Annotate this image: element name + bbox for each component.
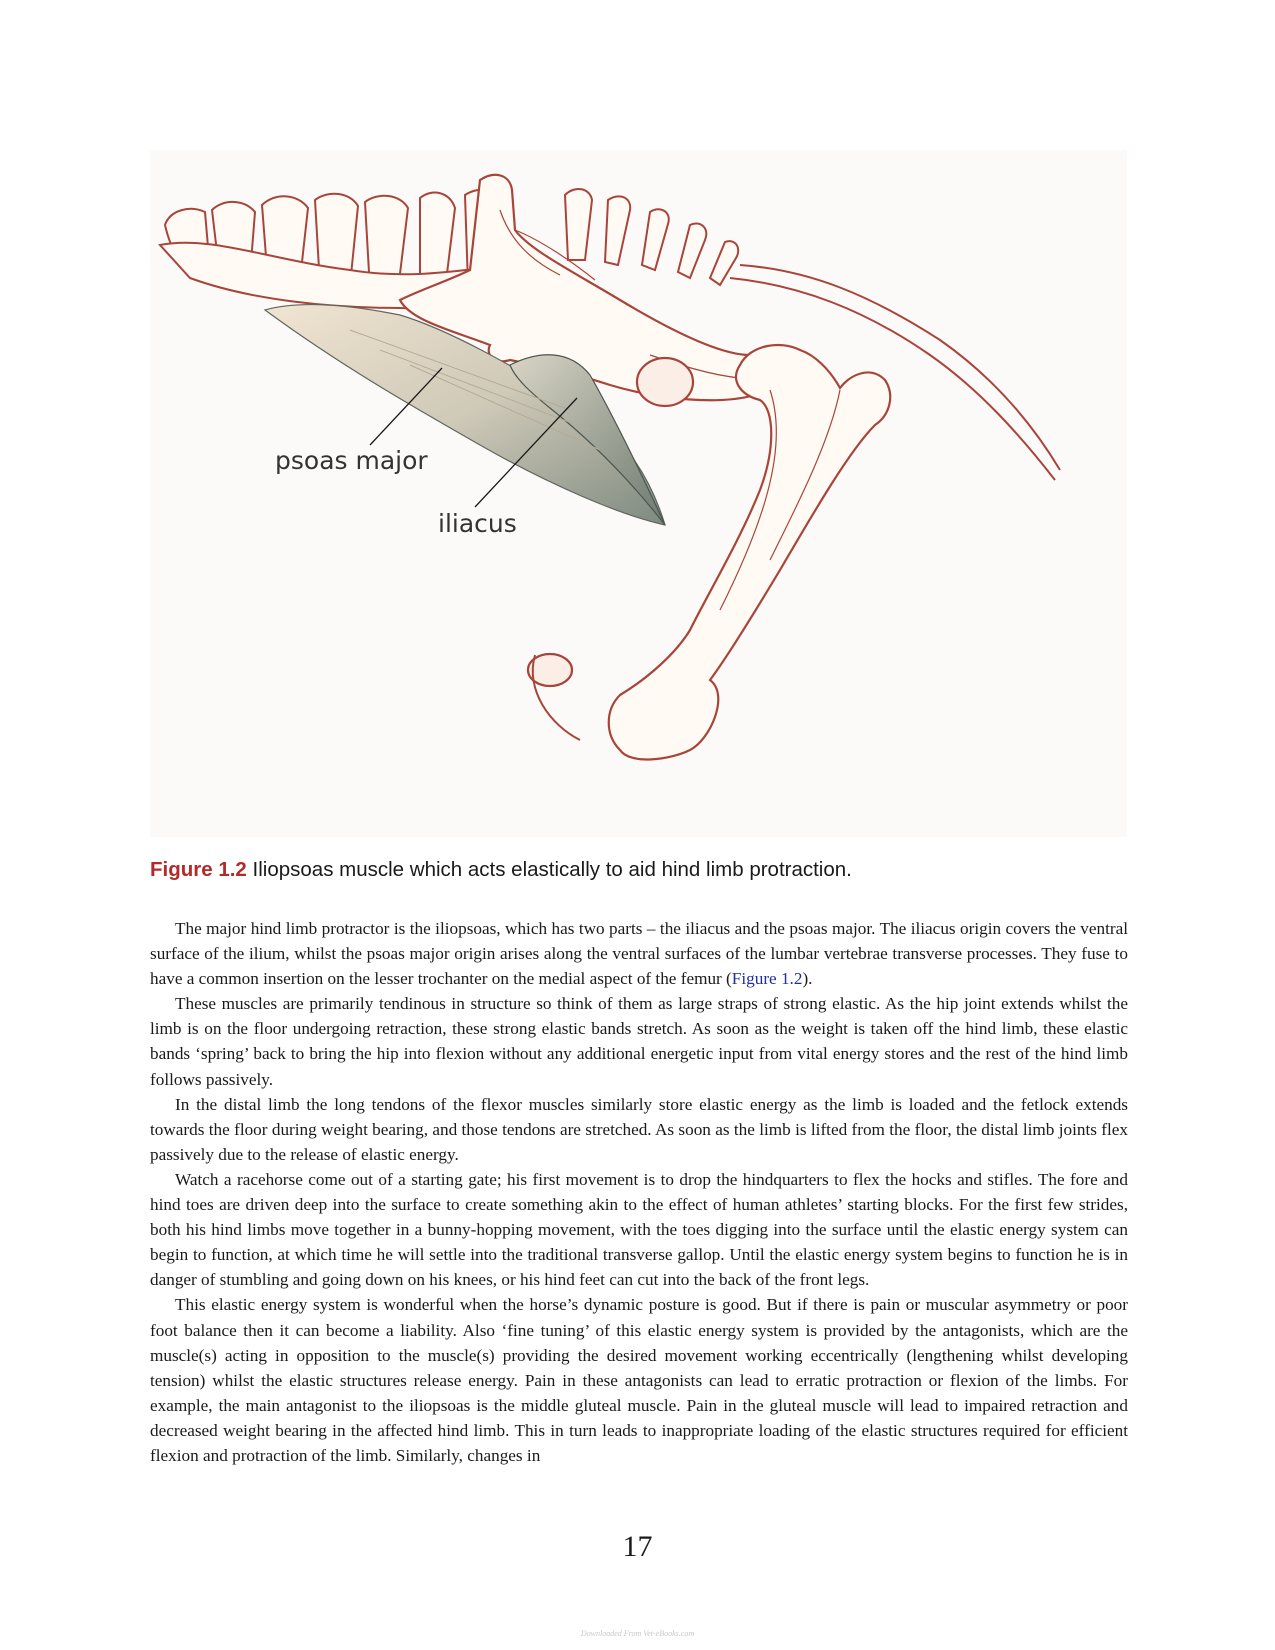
paragraph-5: This elastic energy system is wonderful when the horse’s dynamic posture is good. But if there is pain or muscular asymmetry or poor foot balance then it can become a liability. Also ‘fine tuning’ of this elastic energy system is provided by the antagonists, which are the muscle(s) acting in opposition to the muscle(s) providing the desired movement working eccentrically (lengthening whilst developing tension) whilst the elastic structures release energy. Pain in these antagonists can lead to erratic protraction or flexion of the limbs. For example, the main antagonist to the iliopsoas is the middle gluteal muscle. Pain in the gluteal muscle will lead to impaired retraction and decreased weight bearing in the affected hind limb. This in turn leads to inappropriate loading of the elastic structures required for efficient flexion and protraction of the limb. Similarly, changes in <box>150 1295 1128 1465</box>
paragraph-1 <box>150 916 1128 991</box>
body-text <box>150 916 1128 1468</box>
paragraph-2: These muscles are primarily tendinous in structure so think of them as large straps of strong elastic. As the hip joint extends whilst the limb is on the floor undergoing retraction, these strong elastic bands stretch. As soon as the weight is taken off the hind limb, these elastic bands ‘spring’ back to bring the hip into flexion without any additional energetic input from vital energy stores and the rest of the hind limb follows passively. <box>150 994 1128 1089</box>
paragraph-1-end: ). <box>802 969 813 989</box>
page-number: 17 <box>622 1530 653 1563</box>
figure-caption-text: Iliopsoas muscle which acts elastically to aid hind limb protraction. <box>246 858 852 881</box>
iliopsoas-illustration <box>150 150 1127 837</box>
paragraph-1-text: The major hind limb protractor is the iliopsoas, which has two parts – the iliacus and the psoas major. The iliacus origin covers the ventral surface of the ilium, whilst the psoas major origin arises along the ventral surfaces of the lumbar vertebrae transverse processes. They fuse to have a common insertion on the lesser trochanter on the medial aspect of the femur ( <box>150 919 1128 989</box>
anatomy-figure <box>150 150 1127 837</box>
label-iliacus: iliacus <box>438 509 517 538</box>
figure-number: Figure 1.2 <box>150 858 247 881</box>
figure-reference-link[interactable]: Figure 1.2 <box>731 969 803 989</box>
label-psoas-major: psoas major <box>275 446 428 475</box>
paragraph-3: In the distal limb the long tendons of the flexor muscles similarly store elastic energy as the limb is loaded and the fetlock extends towards the floor during weight bearing, and those tendons are stretched. As soon as the limb is lifted from the floor, the distal limb joints flex passively due to the release of elastic energy. <box>150 1094 1128 1164</box>
figure-caption <box>150 858 1130 882</box>
download-watermark: Downloaded From Vet-eBooks.com <box>580 1629 695 1638</box>
paragraph-4: Watch a racehorse come out of a starting gate; his first movement is to drop the hindquarters to flex the hocks and stifles. The fore and hind toes are driven deep into the surface to create something akin to the effect of human athletes’ starting blocks. For the first few strides, both his hind limbs move together in a bunny-hopping movement, with the toes digging into the surface until the elastic energy system can begin to function, at which time he will settle into the traditional transverse gallop. Until the elastic energy system begins to function he is in danger of stumbling and going down on his knees, or his hind feet can cut into the back of the front legs. <box>150 1169 1128 1290</box>
